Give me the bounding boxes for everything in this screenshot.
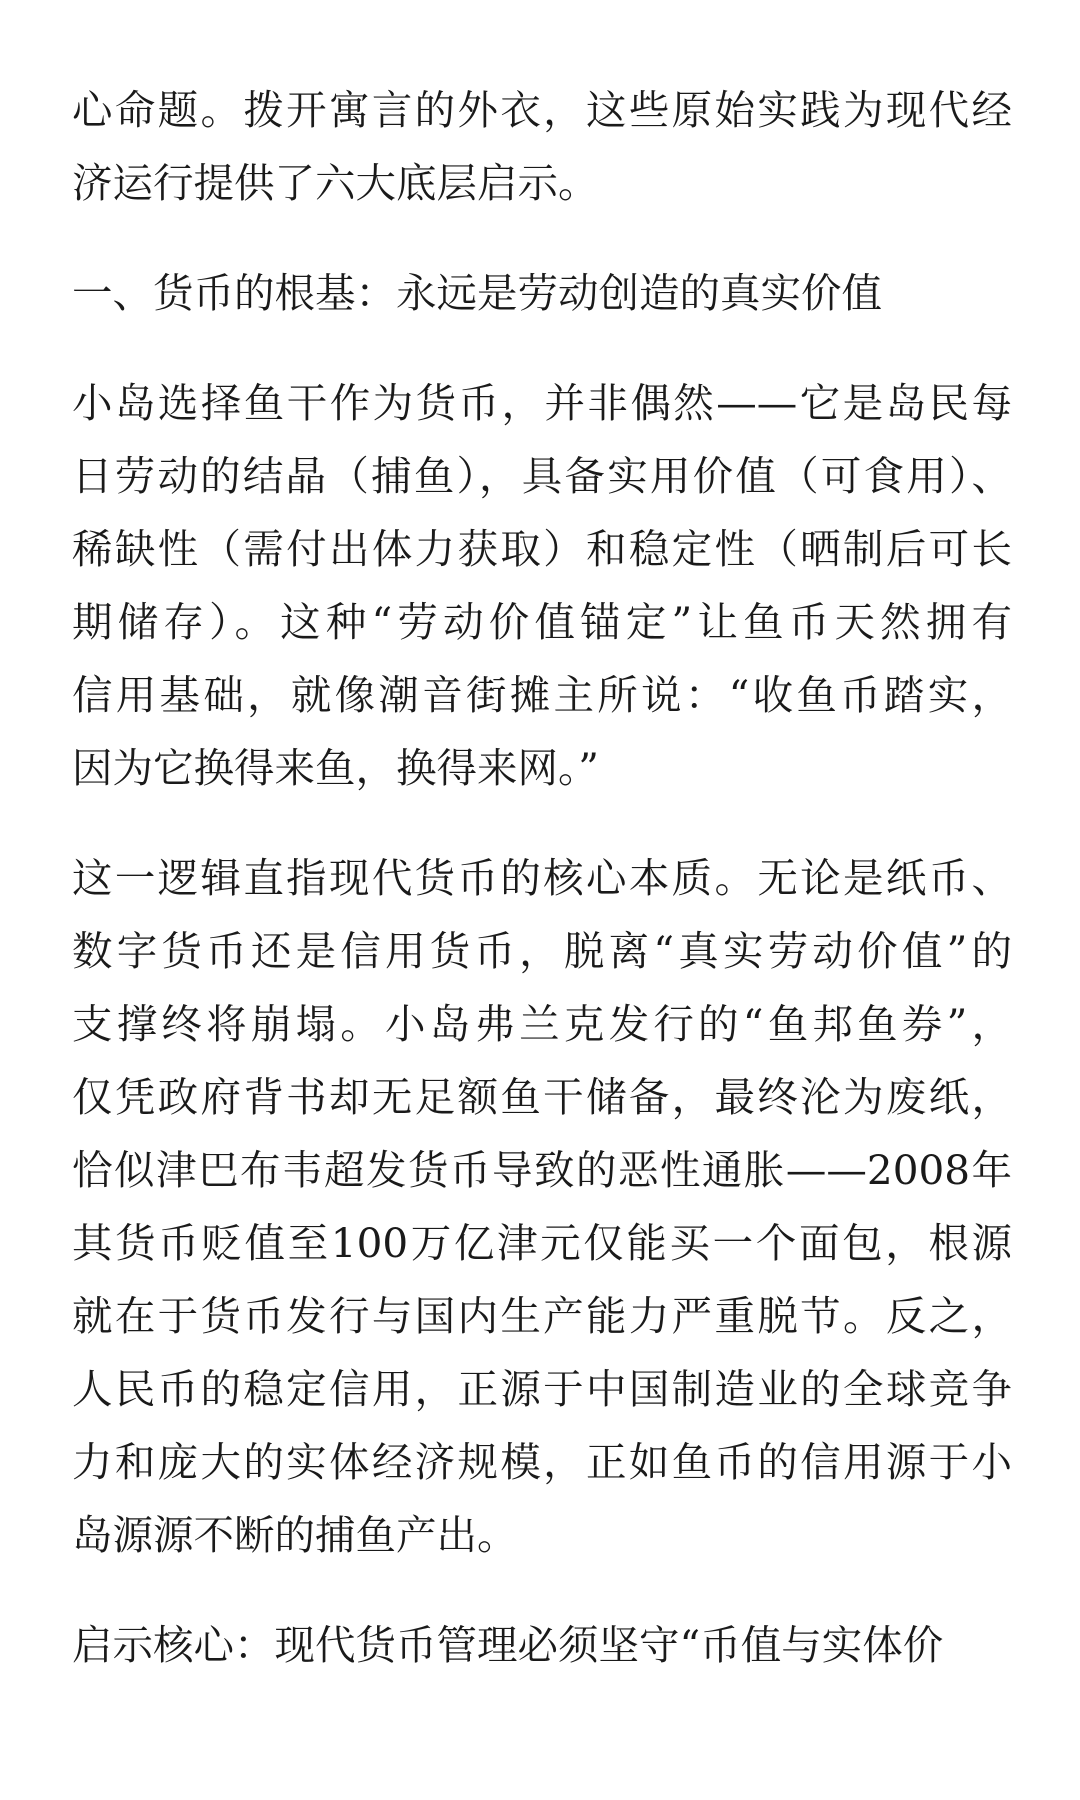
text-line: 心命题。拨开寓言的外衣，这些原始实践为现代经 (72, 86, 1012, 134)
text-line: 就在于货币发行与国内生产能力严重脱节。反之， (72, 1292, 1012, 1340)
text-line: 日劳动的结晶（捕鱼），具备实用价值（可食用）、 (72, 452, 1012, 500)
text-line: 仅凭政府背书却无足额鱼干储备，最终沦为废纸， (72, 1073, 1012, 1121)
text-line: 力和庞大的实体经济规模，正如鱼币的信用源于小 (72, 1438, 1012, 1486)
paragraph-key-insight (72, 1609, 1012, 1682)
paragraph-intro (72, 74, 1012, 220)
text-line: 小岛选择鱼干作为货币，并非偶然——它是岛民每 (72, 379, 1012, 427)
text-line: 这一逻辑直指现代货币的核心本质。无论是纸币、 (72, 854, 1012, 902)
text-line: 恰似津巴布韦超发货币导致的恶性通胀——2008年 (72, 1146, 1012, 1194)
text-line: 启示核心：现代货币管理必须坚守“币值与实体价 (72, 1621, 944, 1669)
text-line: 数字货币还是信用货币，脱离“真实劳动价值”的 (72, 927, 1012, 975)
section-heading (72, 257, 1012, 330)
text-line: 因为它换得来鱼，换得来网。” (72, 744, 599, 792)
article-body (72, 74, 1012, 1719)
text-line: 信用基础，就像潮音街摊主所说：“收鱼币踏实， (72, 671, 1012, 719)
text-line: 人民币的稳定信用，正源于中国制造业的全球竞争 (72, 1365, 1012, 1413)
text-line: 支撑终将崩塌。小岛弗兰克发行的“鱼邦鱼券”， (72, 1000, 1012, 1048)
heading-line: 一、货币的根基：永远是劳动创造的真实价值 (72, 269, 882, 317)
text-line: 期储存）。这种“劳动价值锚定”让鱼币天然拥有 (72, 598, 1012, 646)
text-line: 稀缺性（需付出体力获取）和稳定性（晒制后可长 (72, 525, 1012, 573)
text-line: 济运行提供了六大底层启示。 (72, 159, 599, 207)
paragraph-modern-currency (72, 842, 1012, 1572)
paragraph-fish-currency (72, 367, 1012, 805)
text-line: 其货币贬值至100万亿津元仅能买一个面包，根源 (72, 1219, 1012, 1267)
text-line: 岛源源不断的捕鱼产出。 (72, 1511, 518, 1559)
